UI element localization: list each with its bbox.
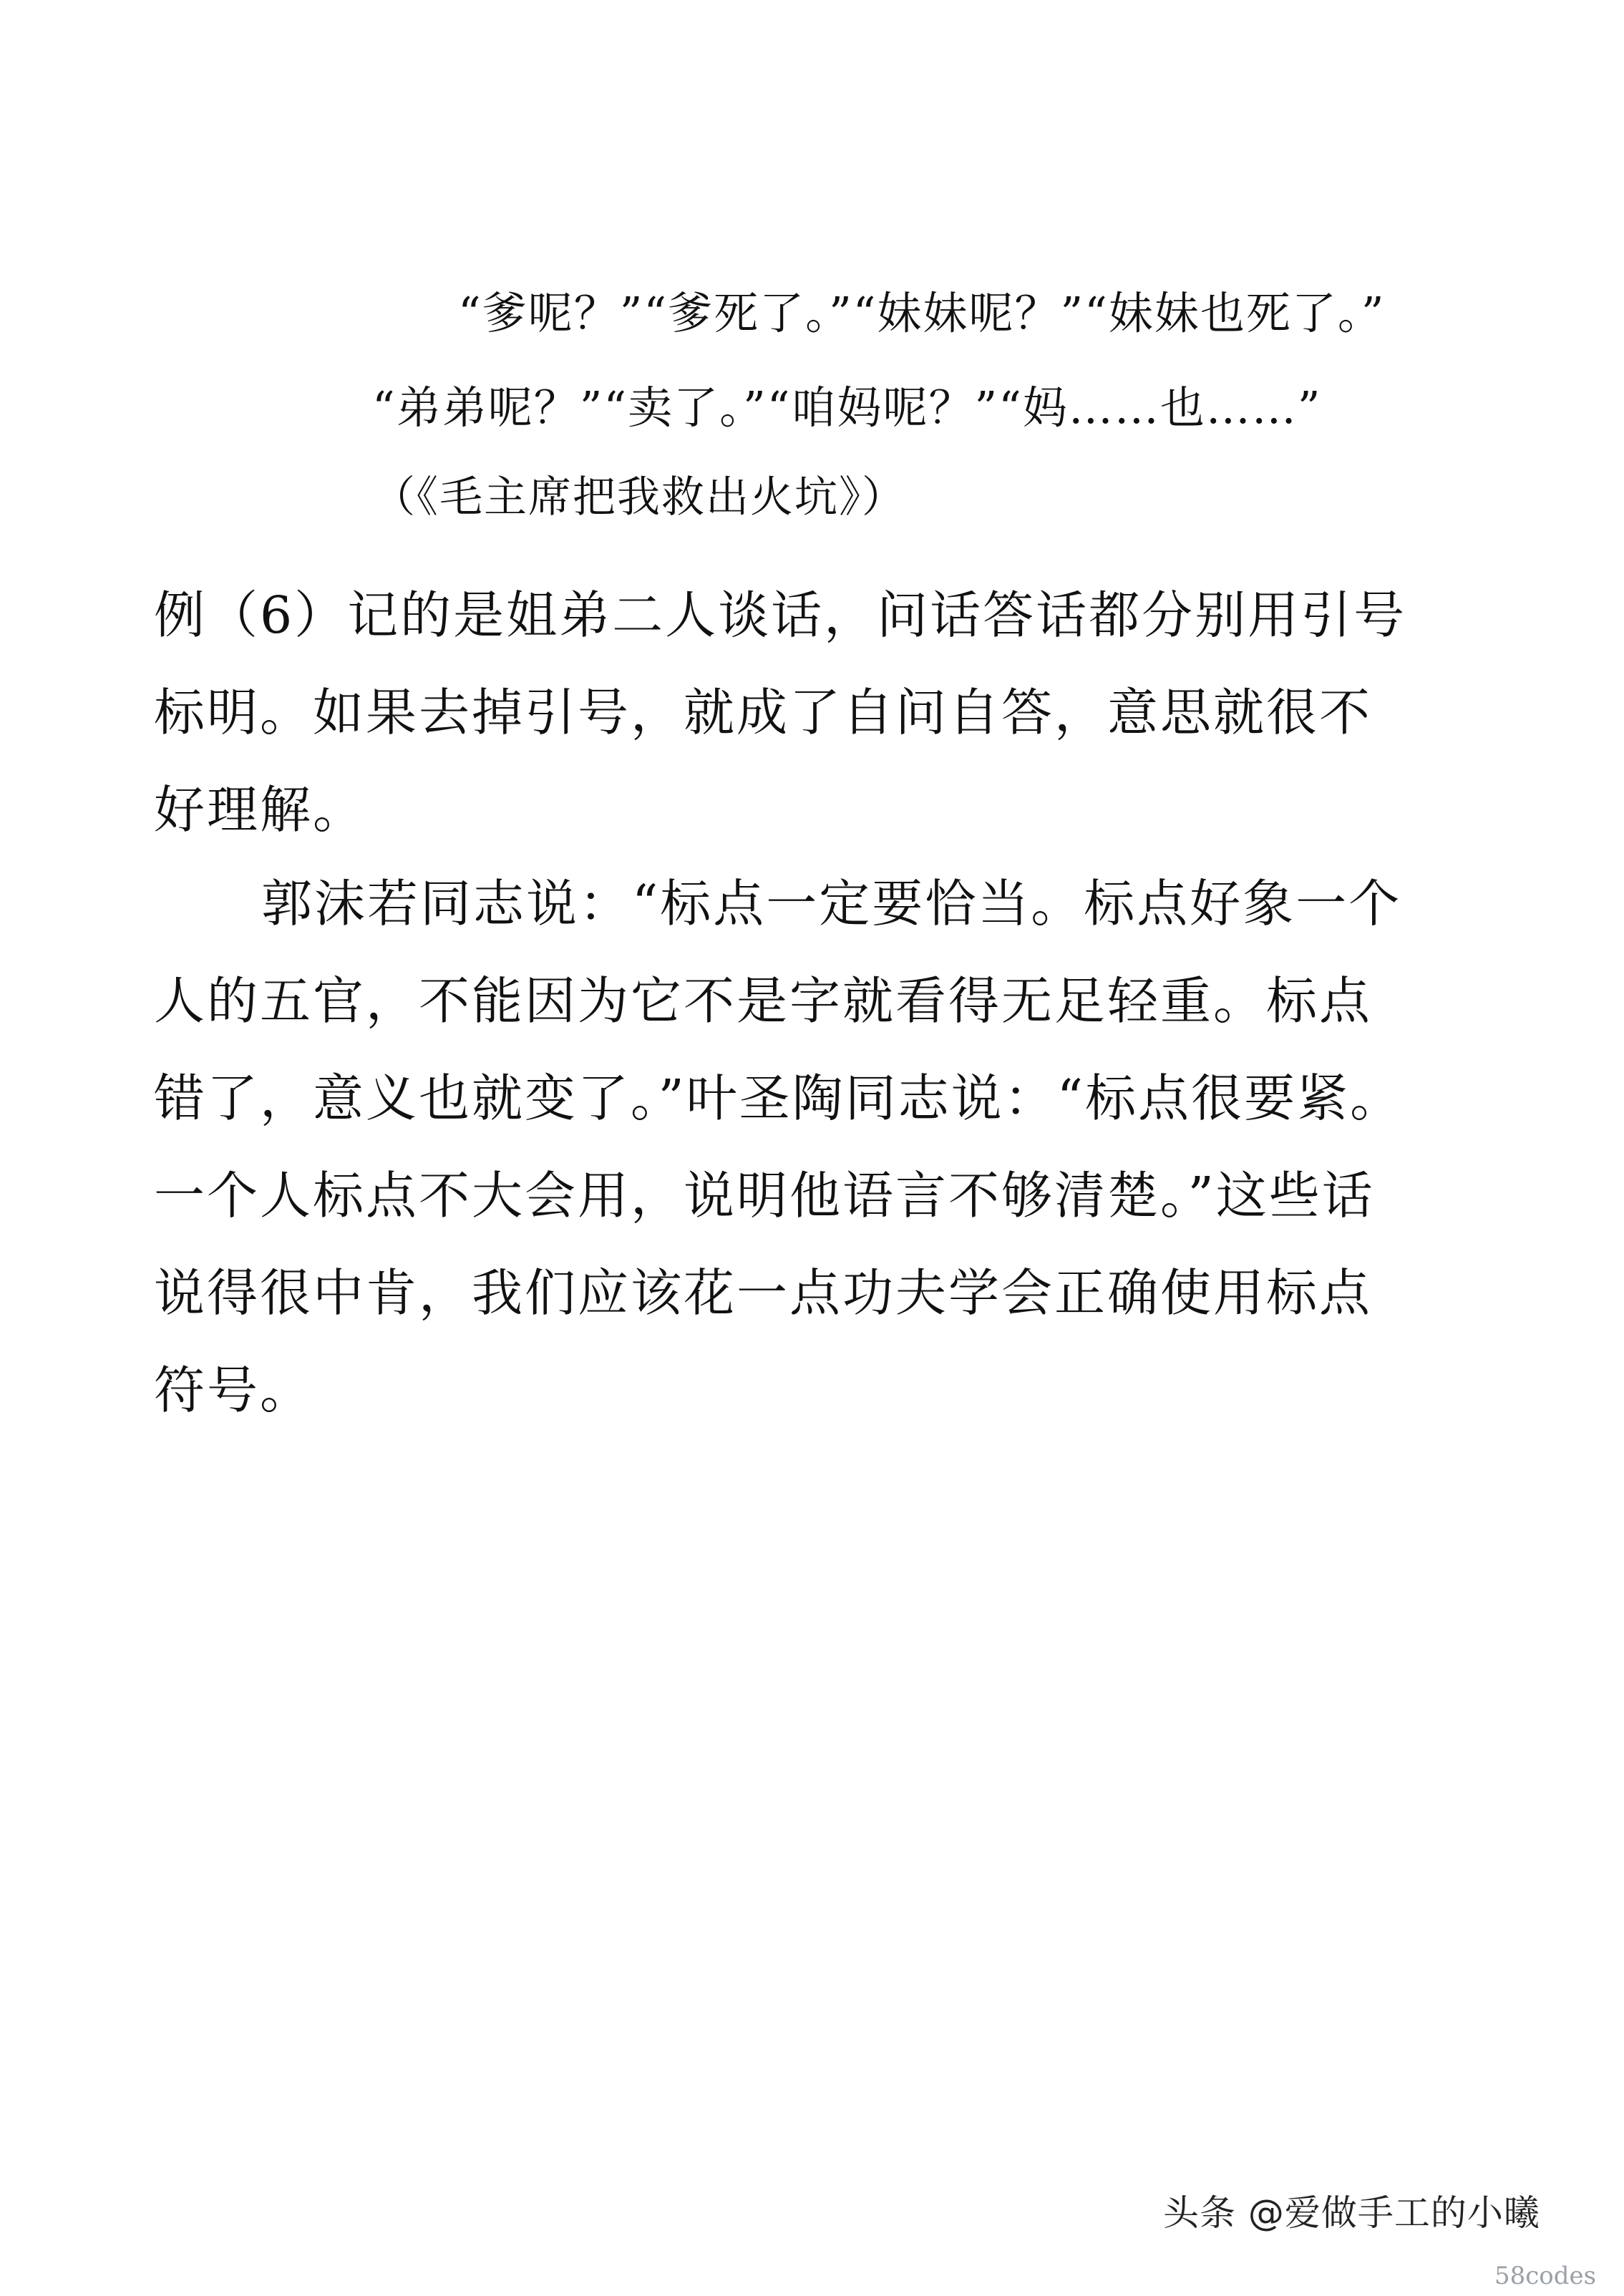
paragraph-2-line-2: 人的五官，不能因为它不是字就看得无足轻重。标点 xyxy=(154,971,1373,1031)
paragraph-2 xyxy=(154,855,1471,1439)
paragraph-2-line-5: 说得很中肯，我们应该花一点功夫学会正确使用标点 xyxy=(154,1263,1373,1323)
paragraph-1 xyxy=(154,567,1471,859)
paragraph-2-line-3: 错了，意义也就变了。”叶圣陶同志说：“标点很要紧。 xyxy=(154,1069,1404,1128)
quote-source: （《毛主席把我救出火坑》） xyxy=(372,472,906,522)
site-watermark: 58codes xyxy=(1494,2262,1597,2290)
paragraph-2-line-4: 一个人标点不大会用，说明他语言不够清楚。”这些话 xyxy=(154,1166,1375,1225)
quote-line-2: “弟弟呢？”“卖了。”“咱妈呢？”“妈……也……” xyxy=(372,381,1322,434)
paragraph-2-line-6: 符号。 xyxy=(154,1361,313,1420)
quote-line-1: “爹呢？”“爹死了。”“妹妹呢？”“妹妹也死了。” xyxy=(458,287,1386,339)
paragraph-1-line-3: 好理解。 xyxy=(154,780,366,840)
paragraph-1-line-2: 标明。如果去掉引号，就成了自问自答，意思就很不 xyxy=(154,683,1373,742)
watermark: 头条 @爱做手工的小曦 xyxy=(1163,2192,1540,2234)
paragraph-2-line-1: 郭沫若同志说：“标点一定要恰当。标点好象一个 xyxy=(261,874,1402,933)
paragraph-1-line-1: 例（6）记的是姐弟二人谈话，问话答话都分别用引号 xyxy=(154,585,1407,645)
